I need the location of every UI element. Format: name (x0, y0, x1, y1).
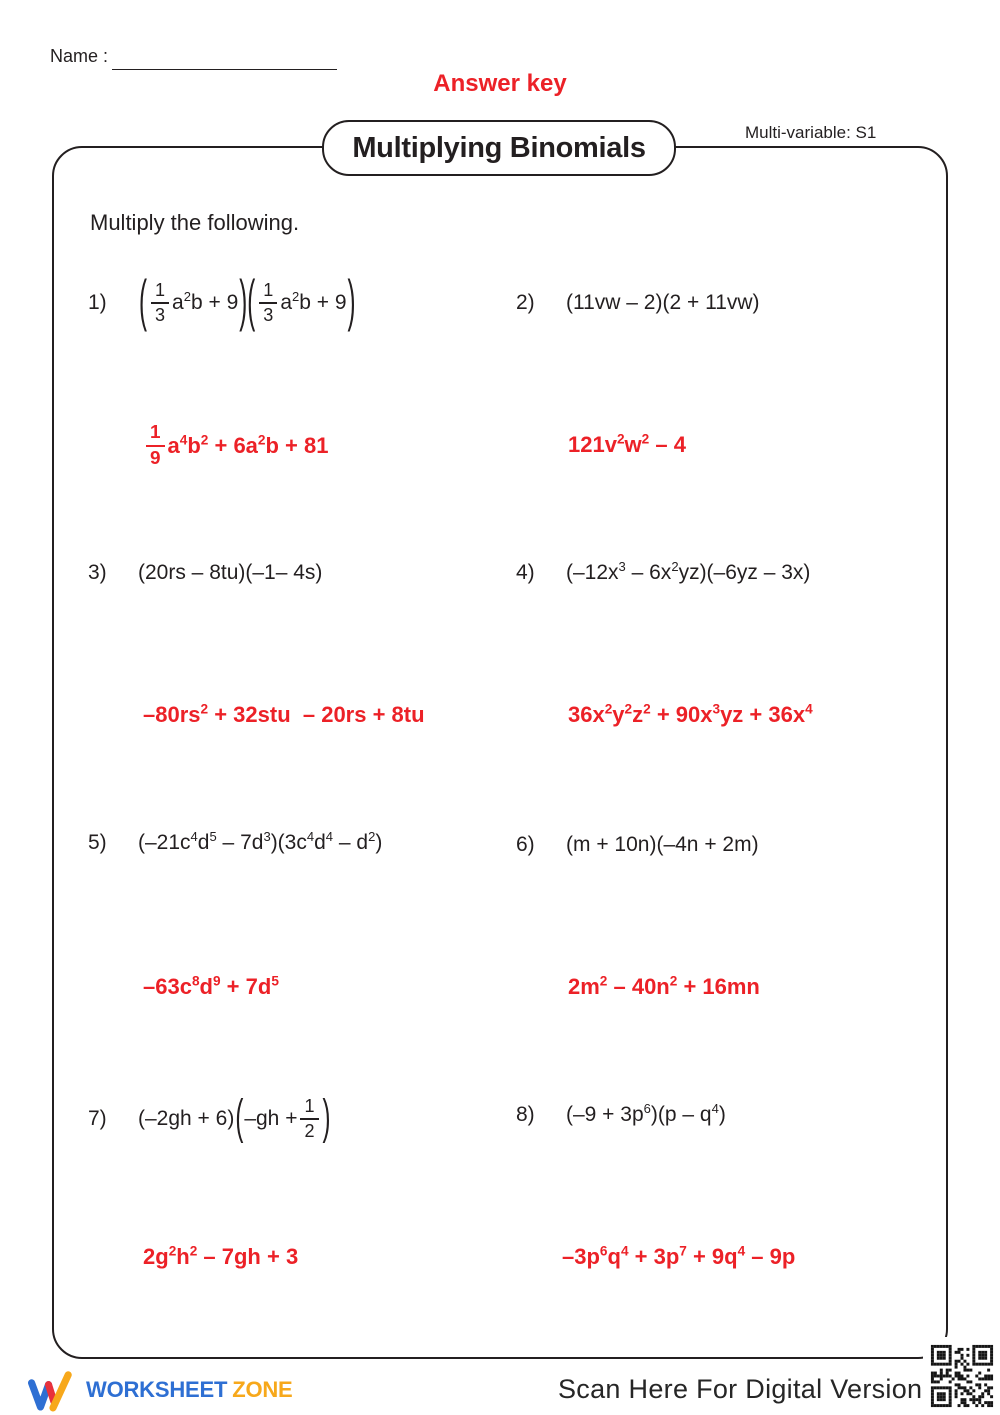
worksheetzone-logo-icon (28, 1368, 78, 1412)
problem-7-number: 7) (88, 1107, 107, 1130)
answer-2-expression: $121v^2w^2 - 4$ (568, 431, 686, 457)
answer-6 (568, 972, 760, 1002)
fraction-denominator: 3 (263, 305, 274, 325)
instruction-text: Multiply the following. (90, 210, 300, 235)
problem-6-expression: (m + 10n)(–4n + 2m) (566, 833, 759, 856)
fraction-denominator: 2 (304, 1121, 315, 1141)
fraction-denominator: 9 (150, 448, 161, 469)
worksheetzone-logo-text (86, 1377, 293, 1403)
answer-8 (562, 1242, 795, 1272)
math-term: $a^2b + 9$ (280, 289, 347, 314)
problem-7 (88, 1086, 332, 1152)
answer-key-heading: Answer key (433, 70, 567, 97)
problem-6-number: 6) (516, 833, 535, 856)
fraction-numerator: 1 (300, 1097, 318, 1120)
worksheet-subtitle: Multi-variable: S1 (745, 123, 877, 142)
math-factor: (–2gh + 6) (138, 1107, 235, 1130)
problem-5-expression: $(-21c^4d^5 - 7d^3)(3c^4d^4 - d^2)$ (138, 829, 383, 854)
paren-close-open: )( (239, 270, 256, 334)
fraction-numerator: 1 (146, 423, 165, 447)
problem-7-expression (138, 1091, 332, 1145)
problem-2-number: 2) (516, 291, 535, 314)
fraction-denominator: 3 (155, 305, 166, 325)
problem-1-number: 1) (88, 291, 107, 314)
problem-3 (88, 558, 322, 588)
fraction-one-third (259, 281, 277, 325)
math-term: $a^2b + 9$ (172, 289, 239, 314)
fraction-numerator: 1 (151, 281, 169, 304)
answer-1 (143, 420, 328, 472)
answer-4-expression: $36x^2y^2z^2 + 90x^3yz + 36x^4$ (568, 701, 813, 727)
fraction-one-ninth (146, 423, 165, 469)
problem-5 (88, 828, 382, 858)
problem-2 (516, 288, 760, 318)
paren-close: ) (322, 1091, 331, 1145)
problem-8 (516, 1100, 726, 1130)
worksheetzone-logo (28, 1368, 293, 1412)
fraction-one-half (300, 1097, 318, 1141)
problem-5-number: 5) (88, 831, 107, 854)
problem-8-expression: $(-9 + 3p^6)(p - q^4)$ (566, 1101, 726, 1126)
problem-4 (516, 558, 810, 588)
math-term: –gh + (244, 1107, 298, 1130)
problem-1-expression (138, 270, 357, 334)
worksheet-title-text: Multiplying Binomials (352, 131, 646, 164)
qr-code (923, 1337, 1000, 1415)
answer-3 (143, 700, 425, 730)
fraction-one-third (151, 281, 169, 325)
problem-4-expression: $(-12x^3 - 6x^2yz)(-6yz - 3x)$ (566, 559, 811, 584)
answer-5 (143, 972, 279, 1002)
qr-code-image (926, 1340, 998, 1412)
paren-close: ) (347, 270, 356, 334)
answer-5-expression: $-63c^8d^9 + 7d^5$ (143, 973, 279, 999)
answer-2 (568, 430, 686, 460)
answer-7 (143, 1242, 298, 1272)
brand-worksheet: WORKSHEET (86, 1377, 228, 1402)
brand-zone: ZONE (232, 1377, 293, 1402)
name-label: Name : (50, 46, 109, 66)
worksheet-title (322, 120, 676, 176)
problem-8-number: 8) (516, 1103, 535, 1126)
paren-open: ( (235, 1091, 244, 1145)
answer-8-expression: $-3p^6q^4 + 3p^7 + 9q^4 - 9p$ (562, 1243, 796, 1269)
problem-4-number: 4) (516, 561, 535, 584)
problem-3-expression: (20rs – 8tu)(–1– 4s) (138, 561, 323, 584)
paren-open: ( (139, 270, 147, 334)
scan-here-text: Scan Here For Digital Version (558, 1374, 923, 1404)
answer-3-expression: $-80rs^2 + 32stu - 20rs + 8tu$ (143, 701, 425, 727)
fraction-numerator: 1 (259, 281, 277, 304)
problem-6 (516, 830, 759, 860)
problem-2-expression: (11vw – 2)(2 + 11vw) (566, 291, 760, 314)
problem-1 (88, 268, 357, 338)
answer-7-expression: $2g^2h^2 - 7gh + 3$ (143, 1243, 299, 1269)
answer-1-expression: $a^4b^2 + 6a^2b + 81$ (167, 432, 329, 458)
answer-4 (568, 700, 813, 730)
answer-6-expression: $2m^2 - 40n^2 + 16mn$ (568, 973, 760, 999)
problem-3-number: 3) (88, 561, 107, 584)
